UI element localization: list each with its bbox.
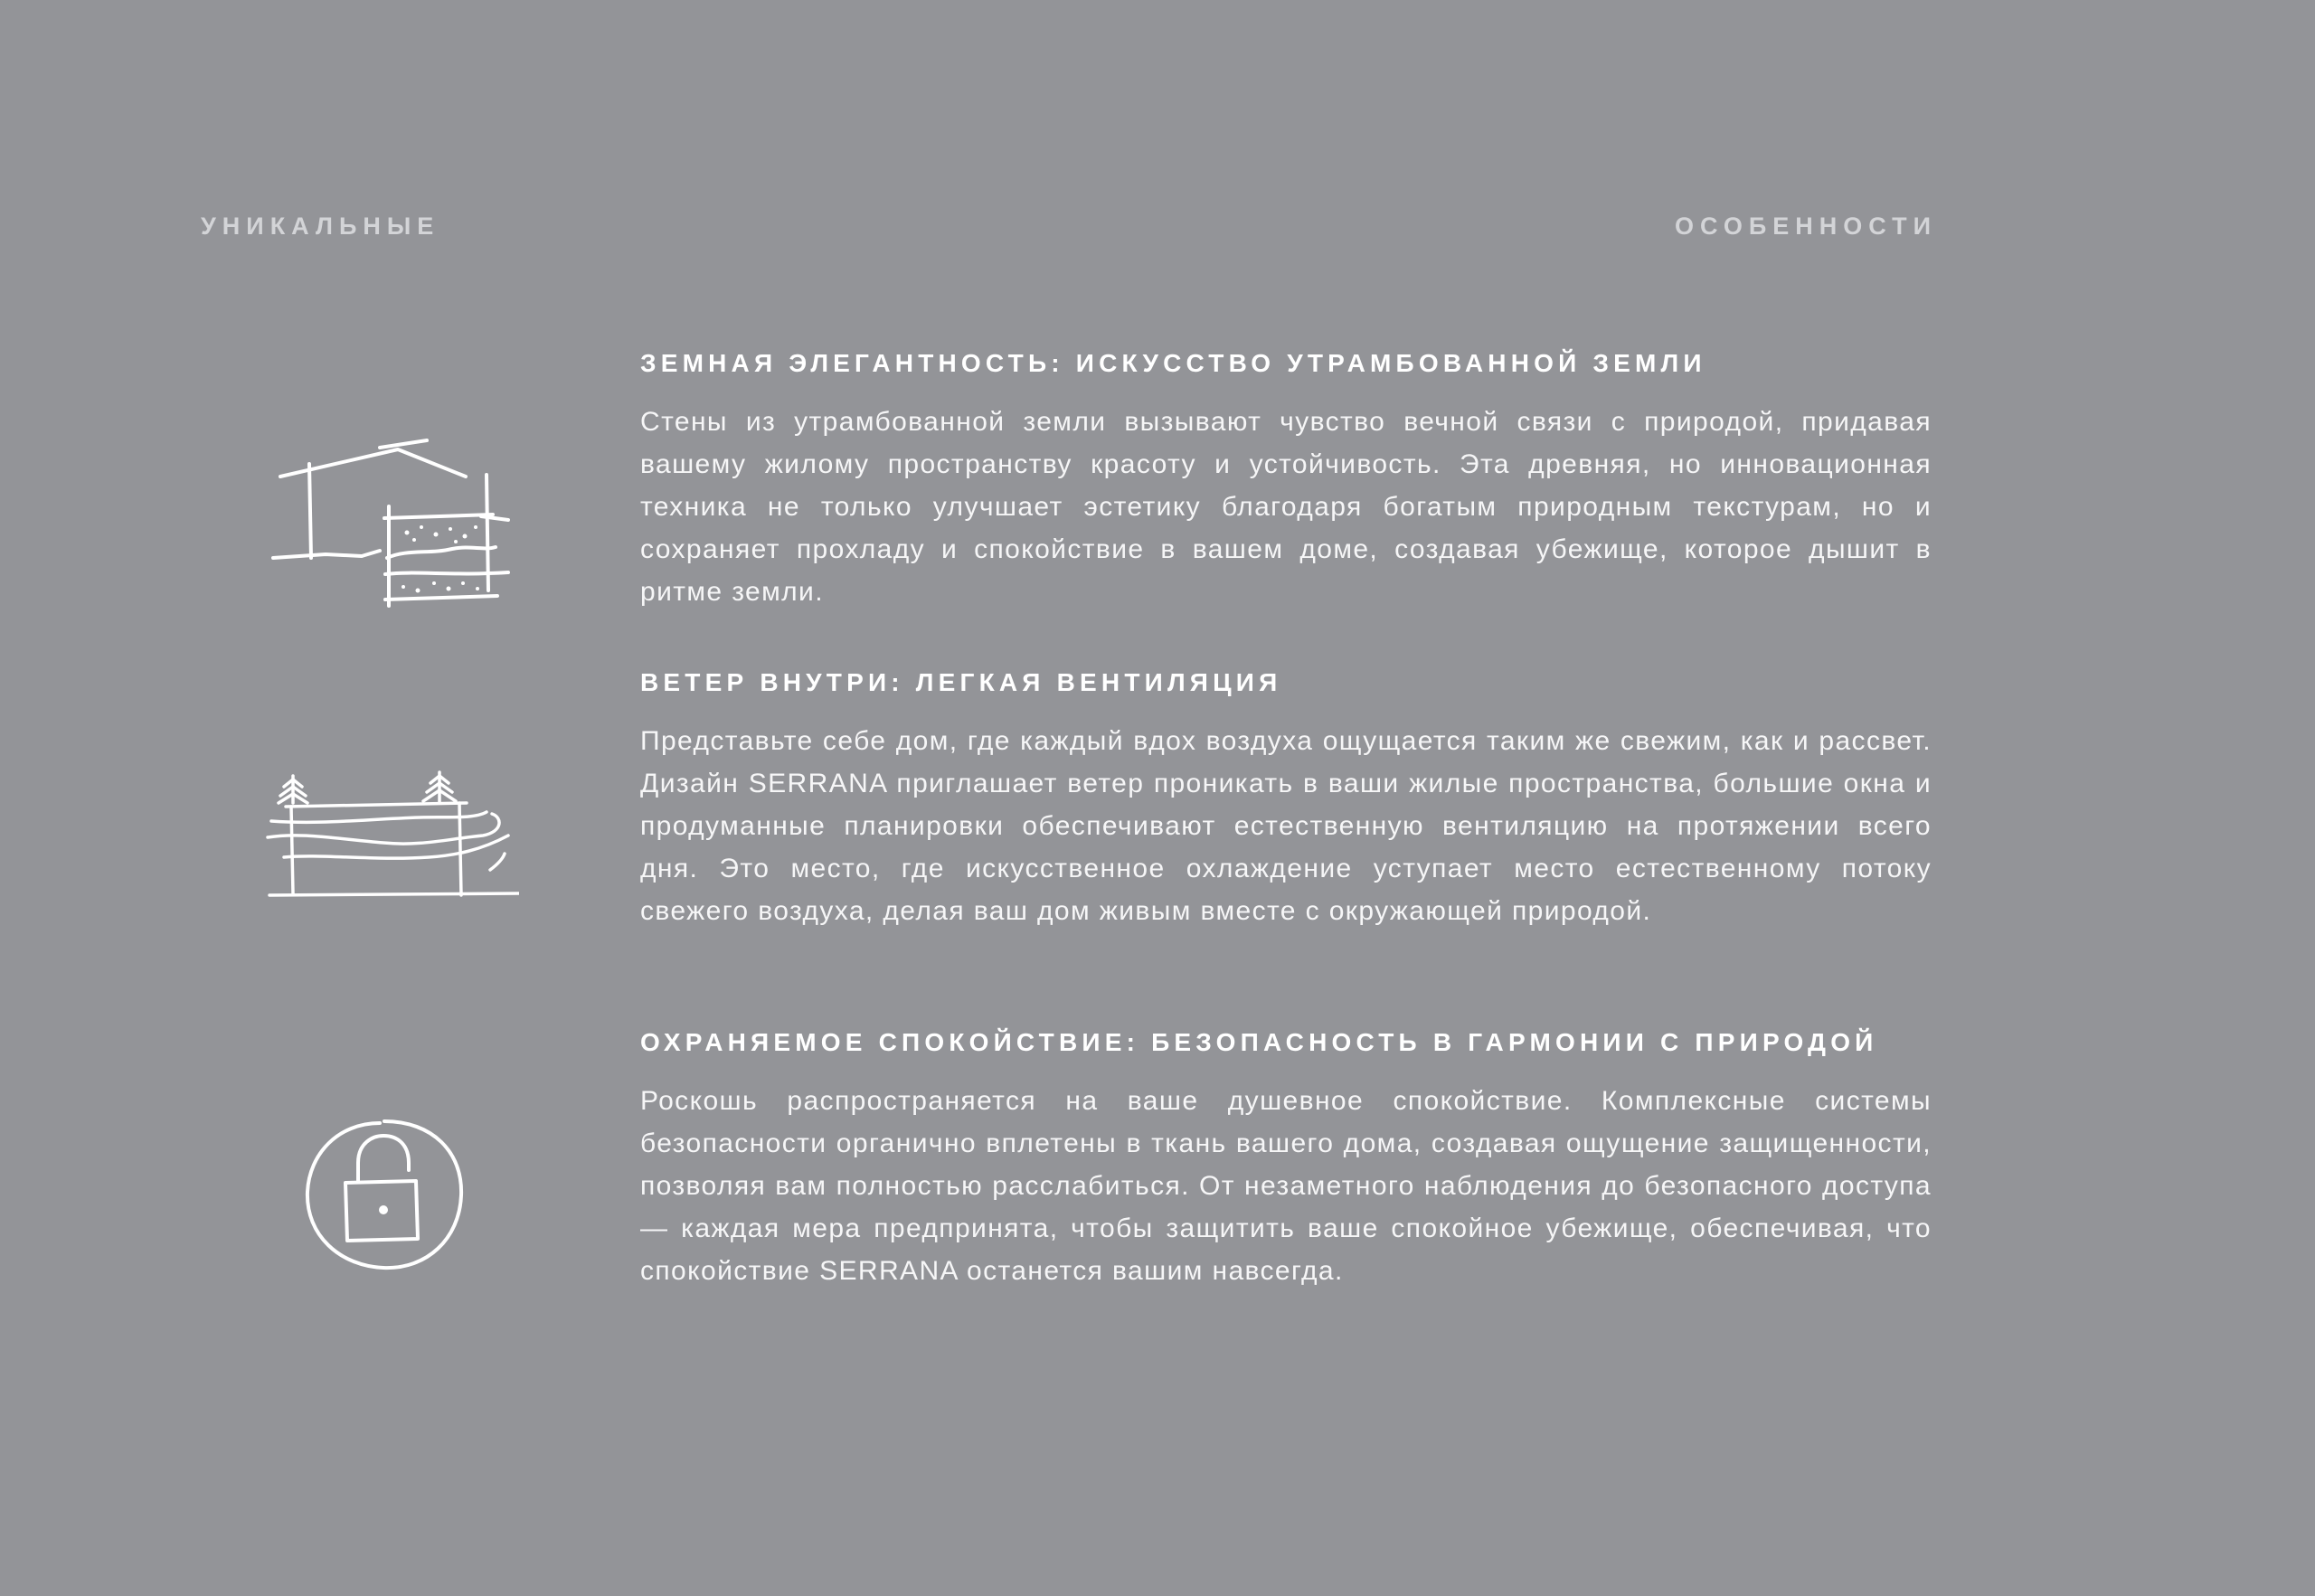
wind-house-icon <box>266 767 519 902</box>
header-left-word: УНИКАЛЬНЫЕ <box>201 212 440 240</box>
feature-text: Роскошь распространяется на ваше душевное спокойствие. Комплексные системы безопасности органично вплетены в ткань вашего дома, создавая ощущение защищенности, позволяя вам полностью расслабиться. От незаметного наблюдения до безопасного доступа — каждая мера предпринята, чтобы защитить ваше спокойное убежище, обеспечивая, что спокойствие SERRANA останется вашим навсегда. <box>640 1086 1932 1286</box>
feature-content <box>640 348 1932 613</box>
feature-text: Стены из утрамбованной земли вызывают чувство вечной связи с природой, придавая вашему жилому пространству красоту и устойчивость. Эта древняя, но инновационная техника не только улучшает эстетику благодаря богатым природным текстурам, но и сохраняет прохладу и спокойствие в вашем доме, создавая убежище, которое дышит в ритме земли. <box>640 407 1932 607</box>
rammed-earth-house-icon <box>271 439 515 610</box>
feature-title: ОХРАНЯЕМОЕ СПОКОЙСТВИЕ: БЕЗОПАСНОСТЬ В ГАРМОНИИ С ПРИРОДОЙ <box>640 1028 1878 1056</box>
lock-icon <box>298 1116 470 1274</box>
page-header <box>201 212 1937 240</box>
feature-title: ЗЕМНАЯ ЭЛЕГАНТНОСТЬ: ИСКУССТВО УТРАМБОВАННОЙ ЗЕМЛИ <box>640 349 1706 377</box>
header-right-word: ОСОБЕННОСТИ <box>1675 212 1937 240</box>
feature-content <box>640 667 1932 932</box>
feature-text: Представьте себе дом, где каждый вдох воздуха ощущается таким же свежим, как и рассвет. Дизайн SERRANA приглашает ветер проникать в ваши жилые пространства, большие окна и продуманные планировки обеспечивают естественную вентиляцию на протяжении всего дня. Это место, где искусственное охлаждение уступает место естественному потоку свежего воздуха, делая ваш дом живым вместе с окружающей природой. <box>640 726 1932 926</box>
feature-title: ВЕТЕР ВНУТРИ: ЛЕГКАЯ ВЕНТИЛЯЦИЯ <box>640 668 1282 696</box>
feature-content <box>640 1027 1932 1292</box>
